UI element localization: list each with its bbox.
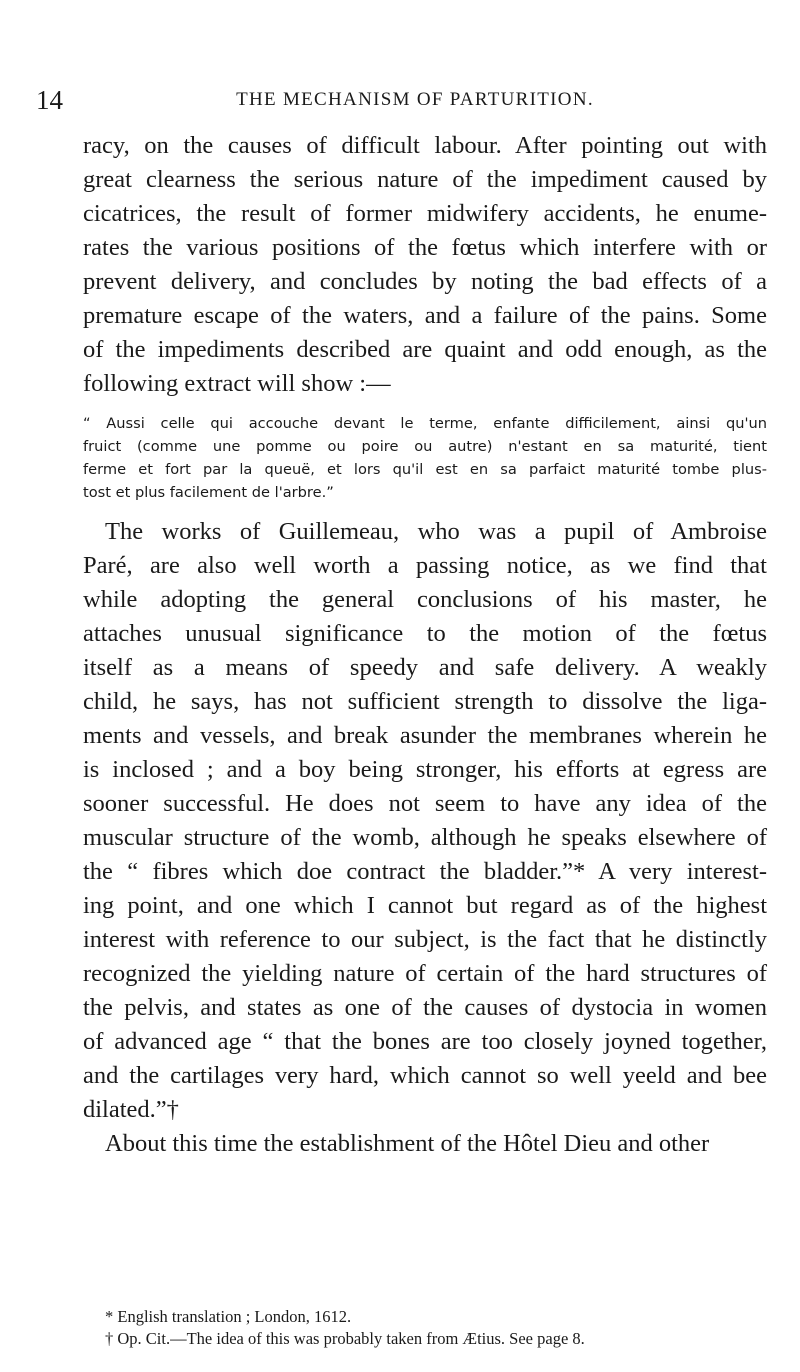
text-line: Paré, are also well worth a passing notice, as we find that [83,552,767,579]
text-line: child, he says, has not sufficient strength to dissolve the liga- [83,688,767,715]
text-line: itself as a means of speedy and safe delivery. A weakly [83,654,767,681]
text-line: cicatrices, the result of former midwifery accidents, he enume- [83,200,767,227]
text-line: following extract will show :— [83,370,391,397]
footnote: † Op. Cit.—The idea of this was probably taken from Ætius. See page 8. [105,1329,585,1348]
footnote: * English translation ; London, 1612. [105,1307,352,1326]
text-line: About this time the establishment of the Hôtel Dieu and other [105,1130,710,1157]
text-line: great clearness the serious nature of the impediment caused by [83,166,767,193]
block-quote [83,412,767,504]
text-line: ing point, and one which I cannot but regard as of the highest [83,892,767,919]
text-line: is inclosed ; and a boy being stronger, his efforts at egress are [83,756,767,783]
text-line: muscular structure of the womb, although he speaks elsewhere of [83,824,767,851]
text-line: dilated.”† [83,1096,179,1123]
text-line: prevent delivery, and concludes by noting the bad effects of a [83,268,767,295]
text-line: of advanced age “ that the bones are too closely joyned together, [83,1028,767,1055]
quote-line: “ Aussi celle qui accouche devant le terme, enfante difficilement, ainsi qu'un [83,415,767,432]
body-text [83,129,767,1161]
text-line: racy, on the causes of difficult labour. After pointing out with [83,132,767,159]
text-line: ments and vessels, and break asunder the membranes wherein he [83,722,767,749]
text-line: premature escape of the waters, and a failure of the pains. Some [83,302,767,329]
text-line: sooner successful. He does not seem to have any idea of the [83,790,767,817]
page-header [36,80,776,120]
text-line: The works of Guillemeau, who was a pupil of Ambroise [105,518,767,545]
text-line: recognized the yielding nature of certain of the hard structures of [83,960,767,987]
page-number: 14 [36,85,63,115]
quote-line: fruict (comme une pomme ou poire ou autre) n'estant en sa maturité, tient [83,438,767,455]
text-line: rates the various positions of the fœtus which interfere with or [83,234,767,261]
quote-line: ferme et fort par la queuë, et lors qu'il est en sa parfaict maturité tombe plus- [83,461,767,478]
text-line: while adopting the general conclusions of his master, he [83,586,767,613]
quote-line: tost et plus facilement de l'arbre.” [83,484,334,501]
text-line: and the cartilages very hard, which cannot so well yeeld and bee [83,1062,767,1089]
paragraph-guillemeau [83,515,767,1127]
text-line: of the impediments described are quaint and odd enough, as the [83,336,767,363]
text-line: the pelvis, and states as one of the causes of dystocia in women [83,994,767,1021]
footnotes [105,1306,765,1350]
text-line: interest with reference to our subject, is the fact that he distinctly [83,926,767,953]
running-head: THE MECHANISM OF PARTURITION. [236,89,594,110]
paragraph-hotel-dieu [83,1127,767,1161]
text-line: the “ fibres which doe contract the bladder.”* A very interest- [83,858,767,885]
text-line: attaches unusual significance to the motion of the fœtus [83,620,767,647]
paragraph-continued [83,129,767,401]
